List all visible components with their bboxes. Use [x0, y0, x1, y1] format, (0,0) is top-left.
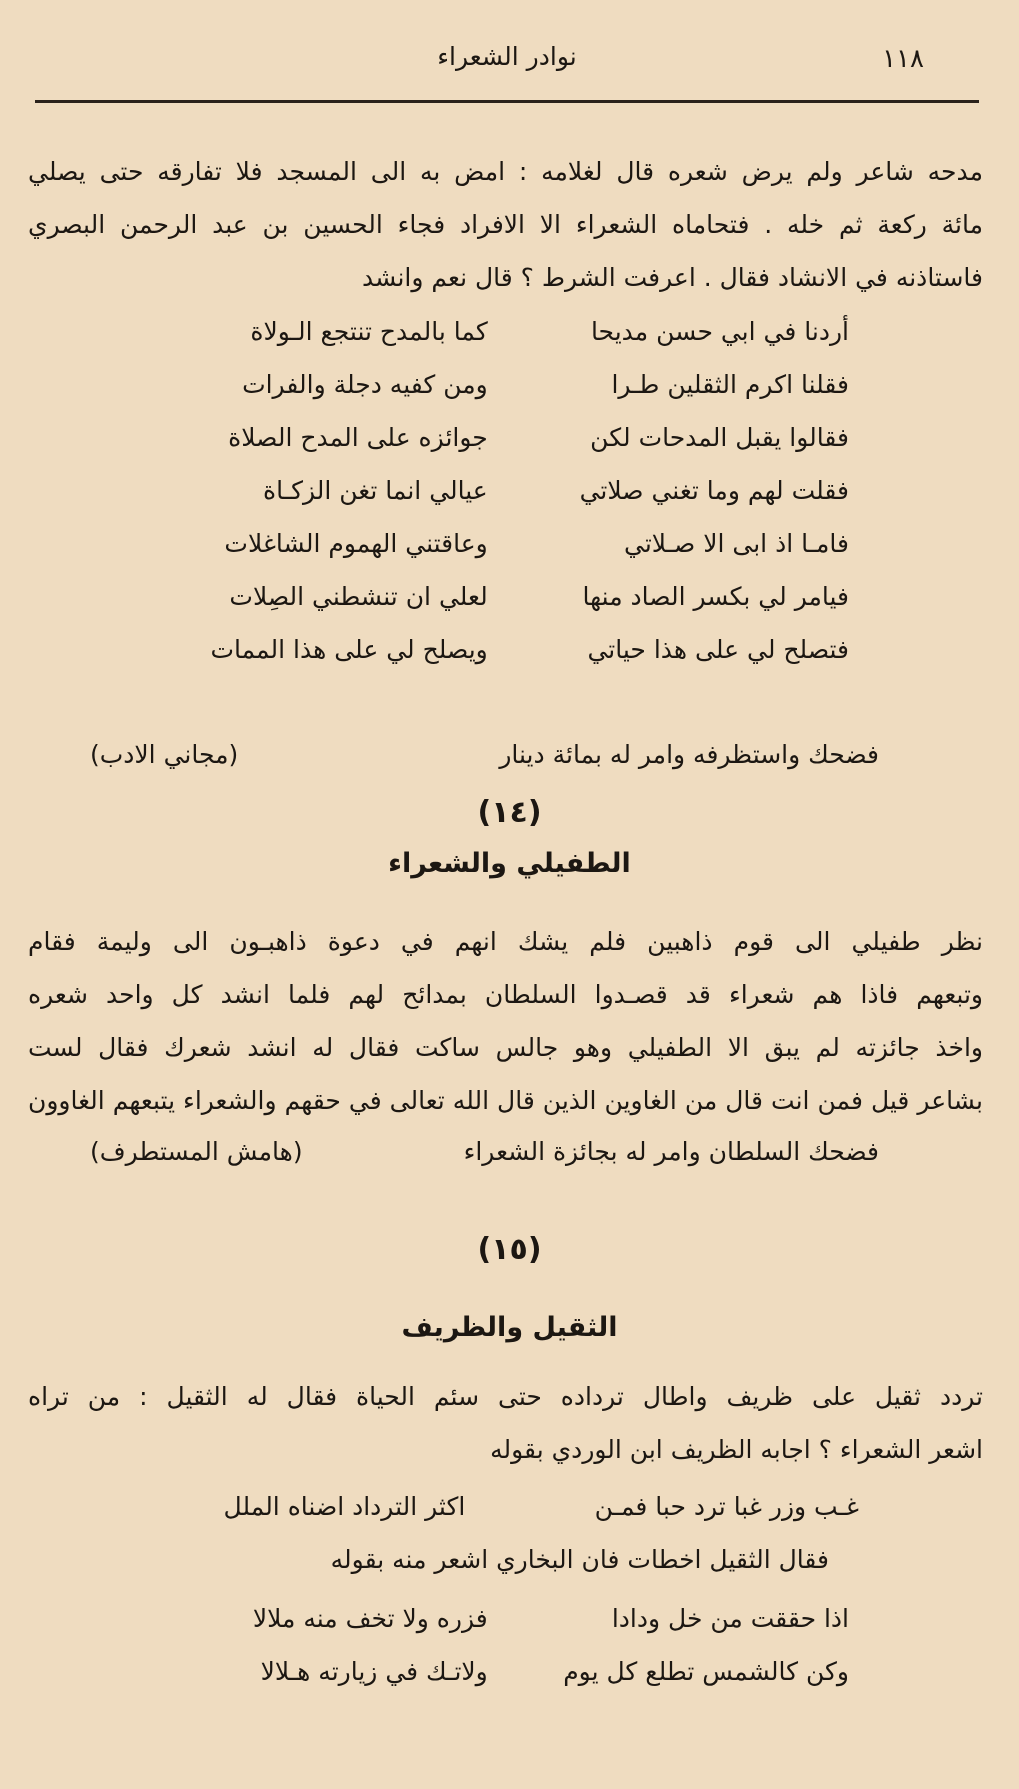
verse — [180, 305, 849, 358]
running-title: نوادر الشعراء — [437, 42, 577, 71]
verse-first-hemistich: وكن كالشمس تطلع كل يوم — [563, 1657, 849, 1686]
header-rule — [35, 100, 979, 103]
prose-line: مائة ركعة ثم خله . فتحاماه الشعراء الا الافراد فجاء الحسين بن عبد الرحمن البصري — [28, 210, 983, 239]
prose-line: تردد ثقيل على ظريف واطال ترداده حتى سئم الحياة فقال له الثقيل : من تراه — [28, 1382, 983, 1411]
verse-first-hemistich: فقالوا يقبل المدحات لكن — [590, 423, 849, 452]
verse-second-hemistich: كما بالمدح تنتجع الـولاة — [250, 317, 488, 346]
verse-second-hemistich: عيالي انما تغن الزكـاة — [263, 476, 488, 505]
verse-first-hemistich: فقلنا اكرم الثقلين طـرا — [611, 370, 849, 399]
page-header — [35, 30, 979, 90]
prose-line: واخذ جائزته لم يبق الا الطفيلي وهو جالس ساكت فقال له انشد شعرك فقال لست — [28, 1033, 983, 1062]
section-title: الطفيلي والشعراء — [388, 848, 631, 879]
section13-verses — [180, 305, 849, 676]
section-number: (١٤) — [477, 795, 542, 830]
verse-first-hemistich: غـب وزر غبا ترد حبا فمـن — [594, 1492, 859, 1521]
verse-first-hemistich: فامـا اذ ابى الا صـلاتي — [624, 529, 849, 558]
source-citation: (هامش المستطرف) — [90, 1137, 303, 1166]
verse-second-hemistich: ولاتـك في زيارته هـلالا — [260, 1657, 488, 1686]
prose-line: فقال الثقيل اخطات فان البخاري اشعر منه بقوله — [330, 1545, 829, 1574]
verse — [180, 1645, 849, 1698]
prose-line: نظر طفيلي الى قوم ذاهبين فلم يشك انهم في دعوة ذاهبـون الى وليمة فقام — [28, 927, 983, 956]
verse — [130, 1480, 859, 1533]
verse-first-hemistich: أردنا في ابي حسن مديحا — [590, 317, 849, 346]
verse — [180, 623, 849, 676]
verse-second-hemistich: لعلي ان تنشطني الصِلات — [229, 582, 488, 611]
section13-prose — [28, 145, 983, 304]
section-title: الثقيل والظريف — [401, 1312, 618, 1343]
section15-verses2 — [180, 1592, 849, 1698]
verse — [180, 570, 849, 623]
verse — [180, 464, 849, 517]
verse-second-hemistich: اكثر الترداد اضناه الملل — [223, 1492, 466, 1521]
verse-first-hemistich: فيامر لي بكسر الصاد منها — [582, 582, 849, 611]
prose-line: مدحه شاعر ولم يرض شعره قال لغلامه : امض به الى المسجد فلا تفارقه حتى يصلي — [28, 157, 983, 186]
section15-verse1 — [130, 1480, 859, 1533]
page-number: ١١٨ — [882, 44, 924, 74]
prose-line: بشاعر قيل فمن انت قال من الغاوين الذين قال الله تعالى في حقهم والشعراء يتبعهم الغاوون — [28, 1086, 983, 1115]
prose-line: اشعر الشعراء ؟ اجابه الظريف ابن الوردي بقوله — [490, 1435, 983, 1464]
verse-first-hemistich: اذا حققت من خل ودادا — [611, 1604, 849, 1633]
verse — [180, 1592, 849, 1645]
prose-line: فاستاذنه في الانشاد فقال . اعرفت الشرط ؟ قال نعم وانشد — [362, 263, 983, 292]
source-citation: (مجاني الادب) — [90, 740, 239, 769]
verse — [180, 411, 849, 464]
section14-prose — [28, 915, 983, 1127]
verse — [180, 358, 849, 411]
verse-first-hemistich: فتصلح لي على هذا حياتي — [587, 635, 849, 664]
closing-line: فضحك السلطان وامر له بجائزة الشعراء — [463, 1137, 879, 1166]
section15-middle — [28, 1533, 829, 1586]
section14-closing — [90, 1125, 879, 1178]
verse-second-hemistich: فزره ولا تخف منه ملالا — [252, 1604, 488, 1633]
verse-second-hemistich: ويصلح لي على هذا الممات — [210, 635, 488, 664]
section-number: (١٥) — [477, 1232, 542, 1267]
verse — [180, 517, 849, 570]
section15-prose — [28, 1370, 983, 1476]
verse-second-hemistich: ومن كفيه دجلة والفرات — [242, 370, 488, 399]
prose-line: وتبعهم فاذا هم شعراء قد قصـدوا السلطان بمدائح لهم فلما انشد كل واحد شعره — [28, 980, 983, 1009]
section13-closing — [90, 728, 879, 781]
verse-second-hemistich: وعاقتني الهموم الشاغلات — [224, 529, 488, 558]
closing-line: فضحك واستظرفه وامر له بمائة دينار — [499, 740, 879, 769]
verse-first-hemistich: فقلت لهم وما تغني صلاتي — [579, 476, 849, 505]
verse-second-hemistich: جوائزه على المدح الصلاة — [228, 423, 488, 452]
